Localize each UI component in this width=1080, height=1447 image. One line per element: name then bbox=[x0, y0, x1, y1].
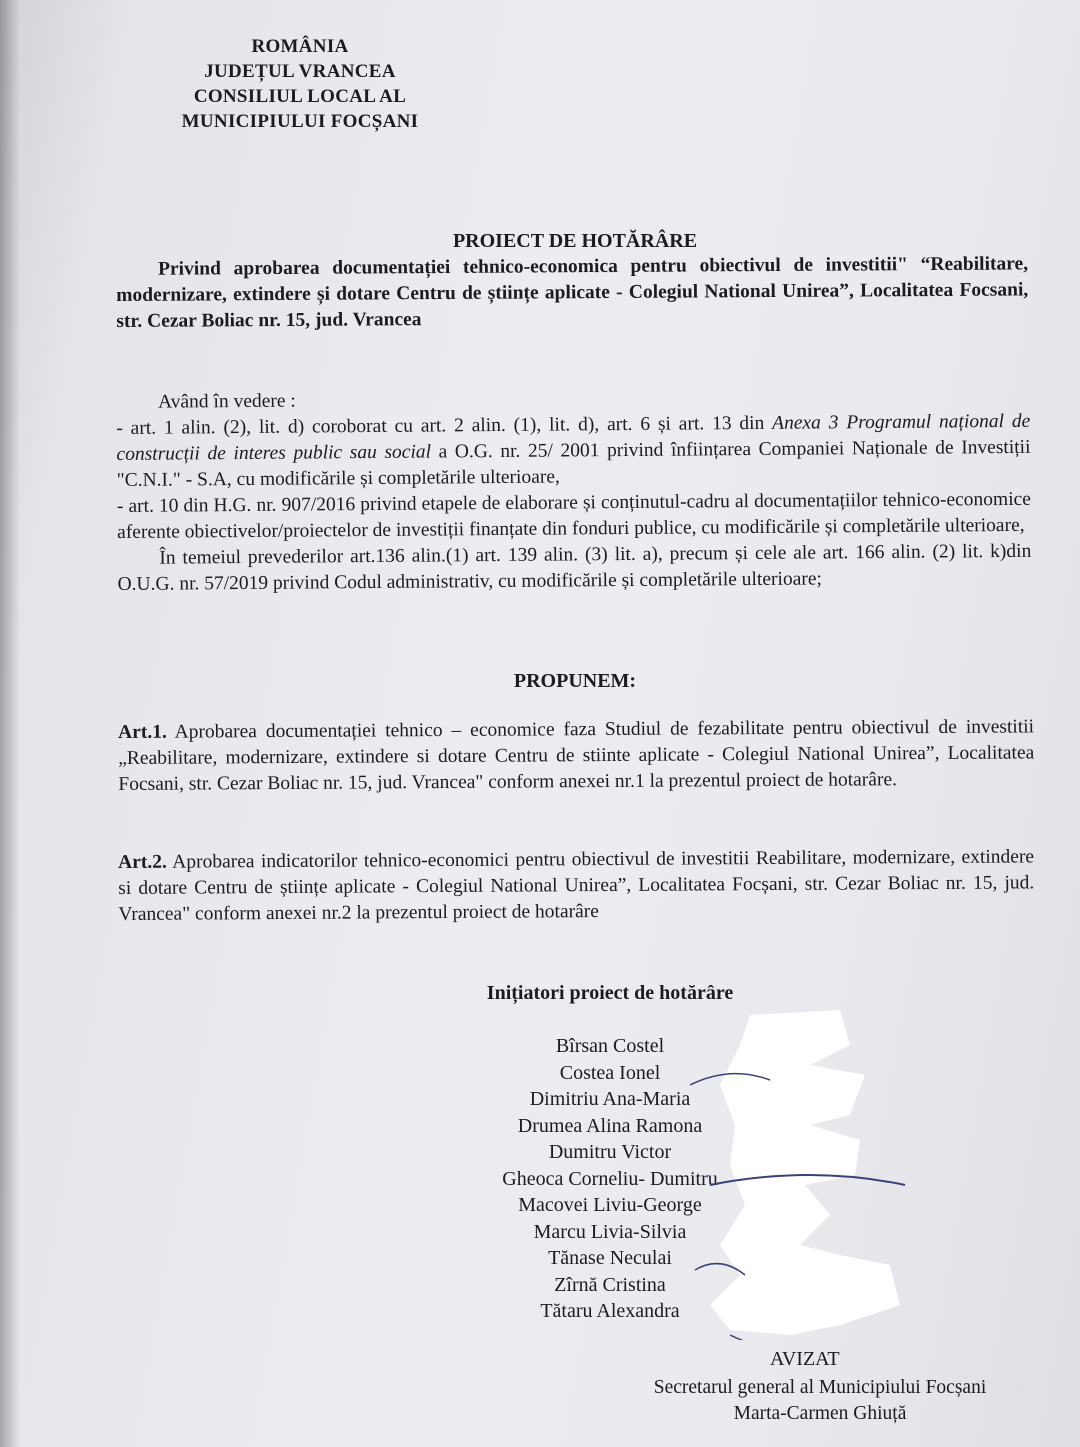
considerations-intro: Având în vedere : bbox=[158, 390, 296, 413]
approval-block bbox=[620, 1375, 1020, 1427]
consideration-item-2: - art. 10 din H.G. nr. 907/2016 privind etapele de elaborare și conținutul-cadru al documentațiilor tehnico-economice aferente obiectivelor/proiectelor de investiții finanțate din fonduri publice, cu modificările și completările ulterioare, bbox=[116, 488, 1031, 543]
initiator-name: Drumea Alina Ramona bbox=[517, 1114, 703, 1137]
article-2-text: Aprobarea indicatorilor tehnico-economici pentru obiectivul de investitii Reabilitare, modernizare, extindere si dotare Centru de științe aplicate - Colegiul National Unirea”, Localitatea Focșani, str. Cezar Boliac nr. 15, jud. Vrancea" conform anexei nr.2 la prezentul proiect de hotarâre bbox=[118, 846, 1035, 925]
secretary-role: Secretarul general al Municipiului Focșani bbox=[653, 1377, 987, 1398]
consideration-item-1 bbox=[116, 409, 1031, 494]
initiator-name: Macovei Liviu-George bbox=[518, 1194, 702, 1216]
secretary-name: Marta-Carmen Ghiuță bbox=[733, 1403, 907, 1424]
initiators-title: Inițiatori proiect de hotărâre bbox=[486, 982, 734, 1004]
initiator-name: Marcu Livia-Silvia bbox=[533, 1220, 687, 1243]
header-line-council: CONSILIUL LOCAL AL bbox=[193, 86, 407, 107]
issuer-header bbox=[160, 34, 440, 134]
article-1-label: Art.1. bbox=[118, 721, 167, 743]
redacted-signatures bbox=[690, 1005, 930, 1340]
propunem-heading: PROPUNEM: bbox=[513, 670, 637, 692]
consideration-item-1-annex: Anexa 3 Programul național de construcții de interes public sau social bbox=[116, 410, 1031, 465]
header-line-country: ROMÂNIA bbox=[251, 36, 349, 57]
initiator-name: Dimitriu Ana-Maria bbox=[529, 1088, 691, 1110]
page-edge-shadow bbox=[0, 0, 20, 1447]
article-1 bbox=[118, 714, 1034, 798]
article-2 bbox=[118, 844, 1034, 928]
document-title: PROIECT DE HOTĂRÂRE bbox=[452, 230, 698, 252]
initiator-name: Tănase Neculai bbox=[548, 1247, 672, 1269]
header-line-county: JUDEȚUL VRANCEA bbox=[204, 61, 396, 82]
initiator-name: Costea Ionel bbox=[559, 1061, 661, 1084]
article-1-text: Aprobarea documentației tehnico – economice faza Studiul de fezabilitate pentru obiectivul de investitii „Reabilitare, modernizare, extindere si dotare Centru de stiinte aplicate - Colegiul National Unirea”, Localitatea Focsani, str. Cezar Boliac nr. 15, jud. Vrancea" conform anexei nr.1 la prezentul proiect de hotarâre. bbox=[118, 716, 1035, 795]
consideration-item-1-end: a O.G. nr. 25/ 2001 privind înființarea Companiei Naționale de Investiții "C.N.I." - S.A, cu modificările și completările ulterioare, bbox=[116, 436, 1031, 491]
consideration-item-1-start: - art. 1 alin. (2), lit. d) coroborat cu art. 2 alin. (1), lit. d), art. 6 și art. 13 din bbox=[116, 412, 773, 439]
initiator-name: Dumitru Victor bbox=[548, 1141, 672, 1163]
initiator-name: Bîrsan Costel bbox=[555, 1035, 665, 1057]
initiator-name: Zîrnă Cristina bbox=[554, 1273, 666, 1296]
document-subject: Privind aprobarea documentației tehnico-economica pentru obiectivul de investitii" “Reabilitare, modernizare, extindere și dotare Centru de științe aplicate - Colegiul National Unirea”, Localitatea Focsani, str. Cezar Boliac nr. 15, jud. Vrancea bbox=[116, 253, 1029, 332]
initiator-name: Gheoca Corneliu- Dumitru bbox=[502, 1167, 718, 1190]
approval-stamp-label: AVIZAT bbox=[770, 1348, 840, 1370]
header-line-municipality: MUNICIPIULUI FOCȘANI bbox=[181, 111, 419, 132]
initiator-name: Tătaru Alexandra bbox=[540, 1300, 680, 1322]
article-2-label: Art.2. bbox=[118, 851, 167, 873]
considerations-section bbox=[116, 383, 1032, 598]
legal-basis: În temeiul prevederilor art.136 alin.(1) art. 139 alin. (3) lit. a), precum și cele ale art. 166 alin. (2) lit. k)din O.U.G. nr. 57/2019 privind Codul administrativ, cu modificările și completările ulterioare; bbox=[117, 540, 1032, 595]
